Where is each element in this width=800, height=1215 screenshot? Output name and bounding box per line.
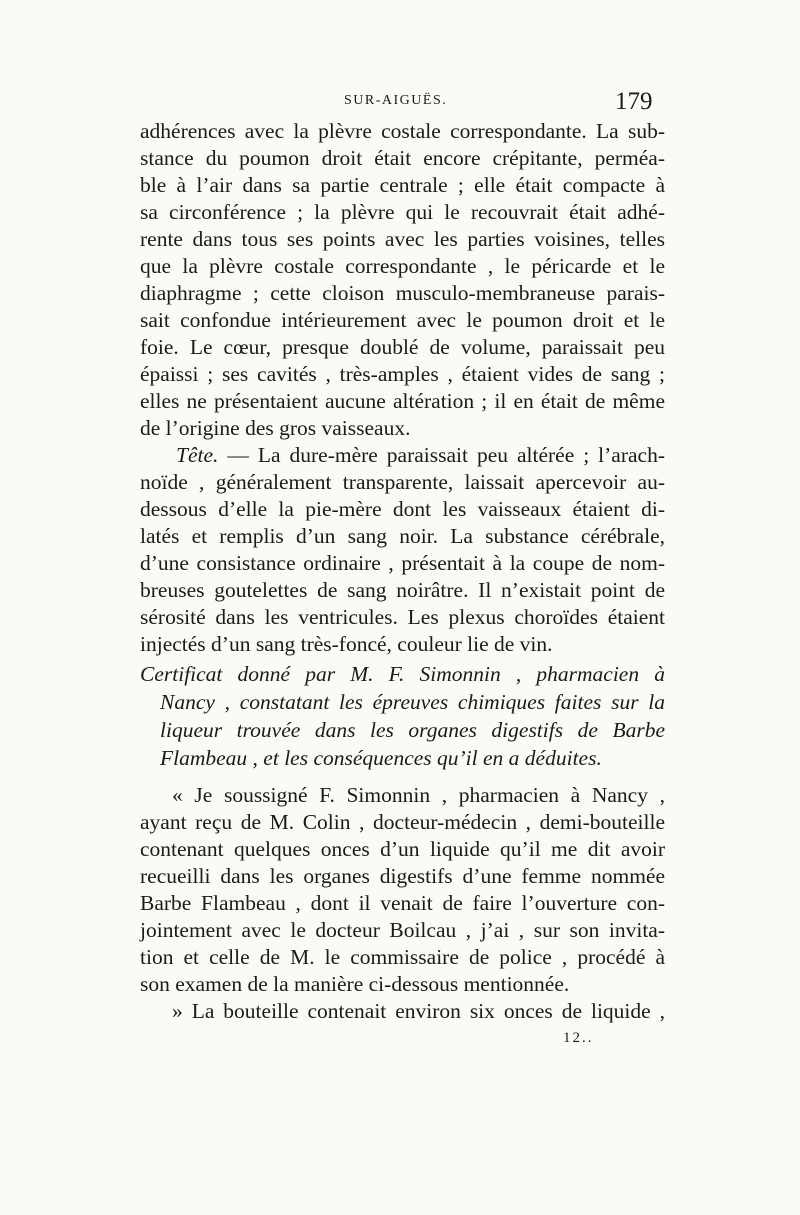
paragraph-2 [140, 442, 665, 658]
text-line: son examen de la manière ci-dessous mentionnée. [140, 972, 570, 996]
text-line: breuses goutelettes de sang noirâtre. Il n’existait point de [140, 578, 665, 602]
text-line: foie. Le cœur, presque doublé de volume, paraissait peu [140, 335, 665, 359]
text-line: injectés d’un sang très-foncé, couleur lie de vin. [140, 632, 553, 656]
text-line: dessous d’elle la pie-mère dont les vaisseaux étaient di- [140, 497, 665, 521]
text-line: diaphragme ; cette cloison musculo-membraneuse parais- [140, 281, 665, 305]
text-line: sa circonférence ; la plèvre qui le recouvrait était adhé- [140, 200, 665, 224]
text-line: ble à l’air dans sa partie centrale ; elle était compacte à [140, 173, 665, 197]
heading-line: Nancy , constatant les épreuves chimiques faites sur la [160, 690, 665, 714]
text-line: de l’origine des gros vaisseaux. [140, 416, 411, 440]
text-line: sait confondue intérieurement avec le poumon droit et le [140, 308, 665, 332]
text-line: stance du poumon droit était encore crépitante, perméa- [140, 146, 665, 170]
text-line: ayant reçu de M. Colin , docteur-médecin , demi-bouteille [140, 810, 665, 834]
text-line: « Je soussigné F. Simonnin , pharmacien à Nancy , [172, 783, 665, 807]
paragraph-3 [140, 782, 665, 998]
text-line: noïde , généralement transparente, laissait apercevoir au- [140, 470, 665, 494]
signature-mark: 12.. [563, 1030, 594, 1046]
text-line: latés et remplis d’un sang noir. La substance cérébrale, [140, 524, 665, 548]
text-line: Tête. — La dure-mère paraissait peu altérée ; l’arach- [176, 443, 665, 467]
paragraph-1 [140, 118, 665, 442]
text-line: d’une consistance ordinaire , présentait à la coupe de nom- [140, 551, 665, 575]
text-line: contenant quelques onces d’un liquide qu’il me dit avoir [140, 837, 665, 861]
text-line: Barbe Flambeau , dont il venait de faire l’ouverture con- [140, 891, 665, 915]
paragraph-4 [140, 998, 665, 1025]
text-line: jointement avec le docteur Boilcau , j’ai , sur son invita- [140, 918, 665, 942]
running-head: SUR-AIGUËS. [344, 93, 448, 108]
heading-line: liqueur trouvée dans les organes digestifs de Barbe [160, 718, 665, 742]
heading-line: Certificat donné par M. F. Simonnin , pharmacien à [140, 662, 665, 686]
text-line: rente dans tous ses points avec les parties voisines, telles [140, 227, 665, 251]
text-line: recueilli dans les organes digestifs d’une femme nommée [140, 864, 665, 888]
heading-line: Flambeau , et les conséquences qu’il en a déduites. [160, 746, 602, 770]
text-line: tion et celle de M. le commissaire de police , procédé à [140, 945, 665, 969]
text-line: que la plèvre costale correspondante , le péricarde et le [140, 254, 665, 278]
text-line: sérosité dans les ventricules. Les plexus choroïdes étaient [140, 605, 665, 629]
text-line: » La bouteille contenait environ six onces de liquide , [172, 999, 665, 1023]
text-line: elles ne présentaient aucune altération ; il en était de même [140, 389, 665, 413]
page-number: 179 [615, 88, 653, 115]
text-line: adhérences avec la plèvre costale correspondante. La sub- [140, 119, 665, 143]
certificate-heading [140, 660, 665, 772]
text-line: épaissi ; ses cavités , très-amples , étaient vides de sang ; [140, 362, 665, 386]
